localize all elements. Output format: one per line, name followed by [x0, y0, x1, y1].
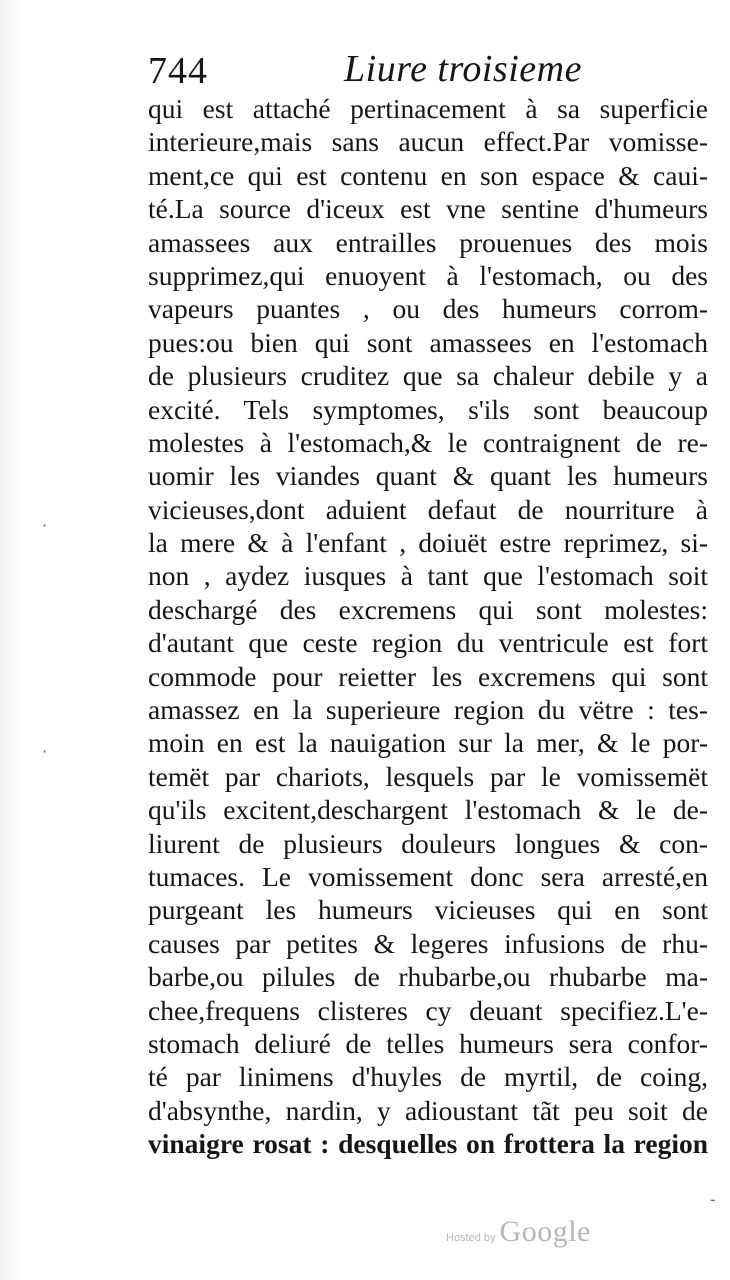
text-line: amassees aux entrailles prouenues des mois: [148, 226, 708, 258]
text-line: stomach deliuré de telles humeurs sera confor-: [148, 1027, 708, 1059]
text-line: vinaigre rosat : desquelles on frottera la region: [148, 1128, 708, 1160]
margin-speck: -: [710, 1190, 716, 1209]
text-line: excité. Tels symptomes, s'ils sont beaucoup: [148, 393, 708, 425]
text-line: de plusieurs cruditez que sa chaleur debile y a: [148, 360, 708, 392]
text-line: amassez en la superieure region du vëtre : tes-: [148, 694, 708, 726]
text-line: pues:ou bien qui sont amassees en l'estomach: [148, 326, 708, 358]
text-line: té par linimens d'huyles de myrtil, de coing,: [148, 1061, 708, 1093]
margin-speck: ·: [42, 516, 48, 535]
text-line: causes par petites & legeres infusions de rhu-: [148, 927, 708, 959]
margin-speck: ·: [42, 742, 48, 761]
text-line: qui est attaché pertinacement à sa superficie: [148, 93, 708, 124]
text-line: temët par chariots, lesquels par le vomissemët: [148, 760, 708, 792]
text-line: vicieuses,dont aduient defaut de nourriture à: [148, 493, 708, 525]
text-line: d'autant que ceste region du ventricule est fort: [148, 627, 708, 659]
text-line: commode pour reietter les excremens qui sont: [148, 660, 708, 692]
text-line: barbe,ou pilules de rhubarbe,ou rhubarbe ma-: [148, 961, 708, 993]
hosted-by-label: Hosted by: [446, 1232, 496, 1244]
google-watermark: [446, 1215, 591, 1251]
text-line: qu'ils excitent,deschargent l'estomach & le de-: [148, 794, 708, 826]
text-line: d'absynthe, nardin, y adioustant tãt peu soit de: [148, 1094, 708, 1126]
body-text: [148, 92, 708, 1161]
text-line: uomir les viandes quant & quant les humeurs: [148, 460, 708, 492]
text-line: non , aydez iusques à tant que l'estomach soit: [148, 560, 708, 592]
text-line: chee,frequens clisteres cy deuant specifiez.L'e-: [148, 994, 708, 1026]
text-line: ment,ce qui est contenu en son espace & caui-: [148, 159, 708, 191]
running-title: Liure troisieme: [344, 48, 582, 90]
text-line: tumaces. Le vomissement donc sera arresté,en: [148, 860, 708, 892]
text-line: interieure,mais sans aucun effect.Par vomisse-: [148, 126, 708, 158]
text-line: supprimez,qui enuoyent à l'estomach, ou des: [148, 259, 708, 291]
text-line: vapeurs puantes , ou des humeurs corrom-: [148, 293, 708, 325]
text-line: deschargé des excremens qui sont molestes:: [148, 593, 708, 625]
page-number: 744: [148, 50, 208, 92]
text-line: la mere & à l'enfant , doiuët estre reprimez, si-: [148, 527, 708, 559]
page-edge-shadow: [0, 0, 24, 1280]
text-line: purgeant les humeurs vicieuses qui en sont: [148, 894, 708, 926]
text-line: té.La source d'iceux est vne sentine d'humeurs: [148, 193, 708, 225]
text-line: moin en est la nauigation sur la mer, & le por-: [148, 727, 708, 759]
text-line: molestes à l'estomach,& le contraignent de re-: [148, 426, 708, 458]
text-line: liurent de plusieurs douleurs longues & con-: [148, 827, 708, 859]
google-logo: Google: [499, 1215, 591, 1248]
page-header: [148, 46, 708, 96]
